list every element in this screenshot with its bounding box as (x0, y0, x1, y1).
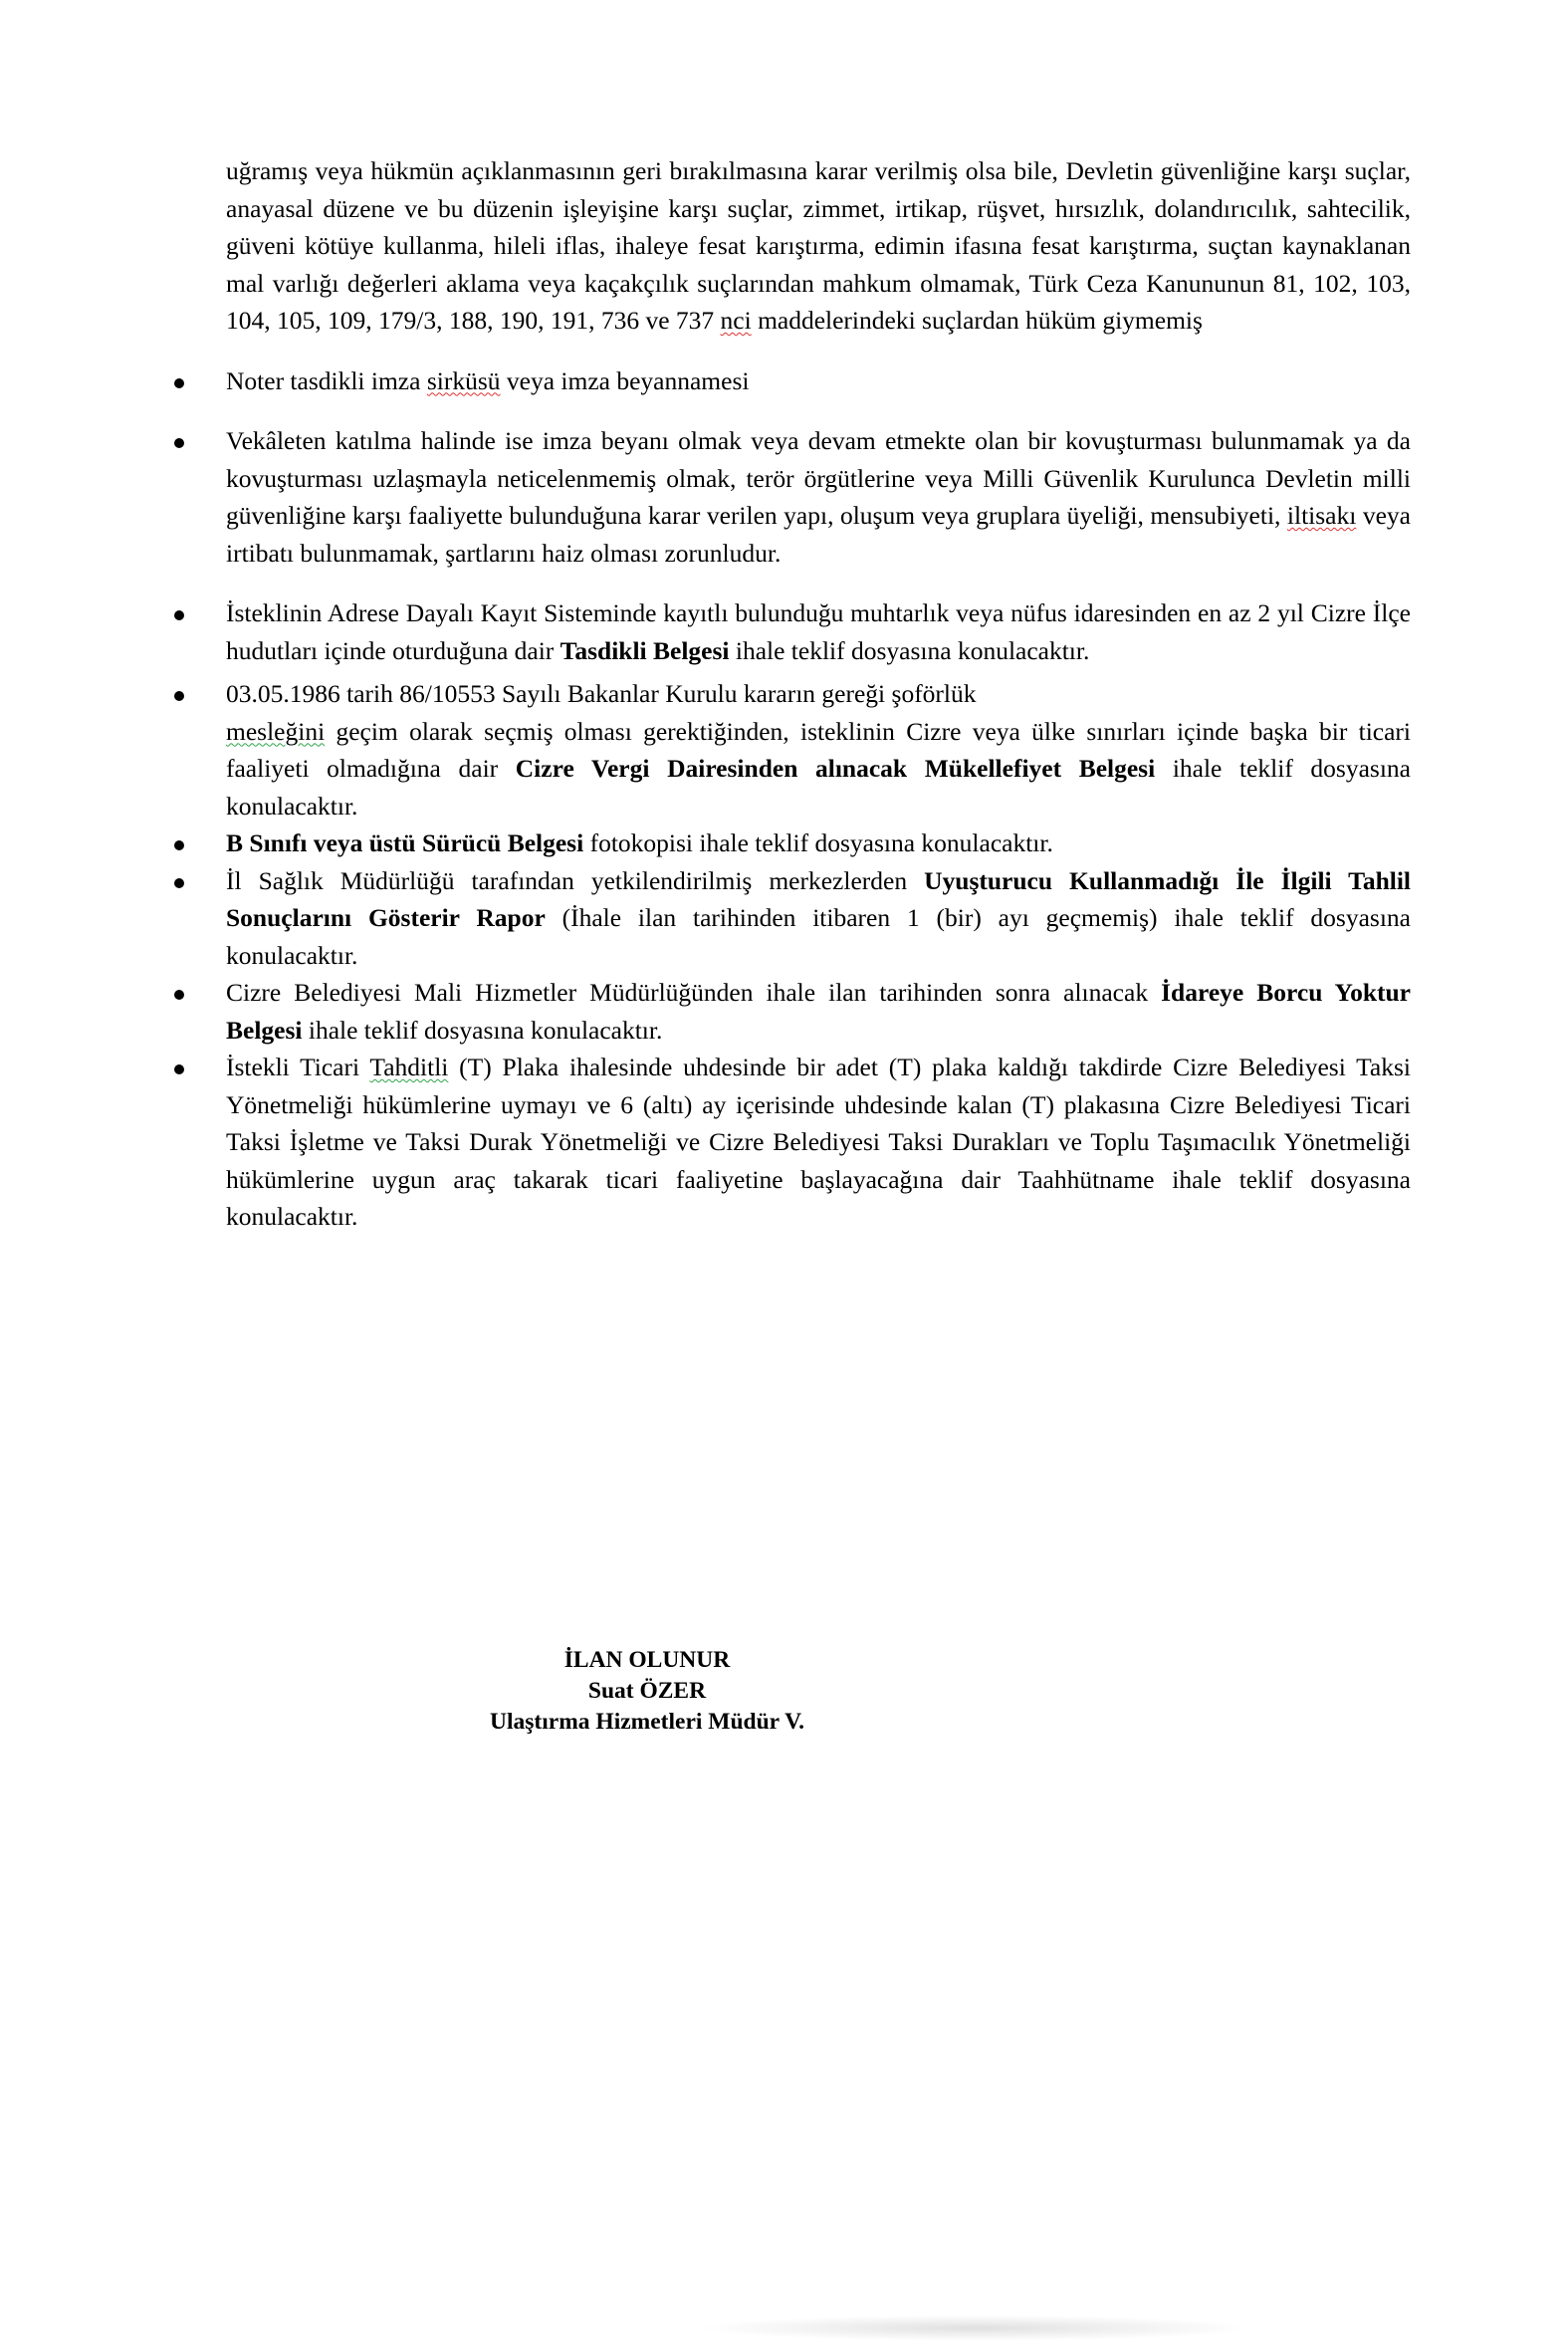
borc-text-end: ihale teklif dosyasına konulacaktır. (302, 1015, 663, 1045)
signature-block (398, 1645, 896, 1738)
plaka-text: İstekli Ticari (226, 1053, 370, 1081)
spellcheck-word: nci (720, 306, 752, 335)
surucu-text: fotokopisi ihale teklif dosyasına konulacaktır. (583, 828, 1053, 857)
surucu-bold: B Sınıfı veya üstü Sürücü Belgesi (226, 828, 584, 857)
noter-text-end: veya imza beyannamesi (500, 365, 750, 395)
intro-paragraph (226, 152, 1411, 340)
list-item-borc (226, 974, 1411, 1049)
bakanlar-continuation (226, 713, 1411, 825)
spellcheck-word: sirküsü (426, 365, 501, 395)
plaka-text-end: (T) Plaka ihalesinde uhdesinde bir adet (T) plaka kaldığı takdirde Cizre Belediyesi Taksi Yönetmeliği hükümlerine uymayı ve 6 (altı) ay içerisinde uhdesinde kalan (T) plakasına Cizre Belediyesi Ticari Taksi İşletme ve Taksi Durak Yönetmeliği ve Cizre Belediyesi Taksi Durakları ve Toplu Taşımacılık Yönetmeliği hükümlerine uygun araç takarak ticari faaliyetine başlayacağına dair Taahhütname ihale teklif dosyasına konulacaktır. (226, 1053, 1411, 1231)
signatory-title: Ulaştırma Hizmetleri Müdür V. (490, 1709, 804, 1735)
borc-text: Cizre Belediyesi Mali Hizmetler Müdürlüğünden ihale ilan tarihinden sonra alınacak (226, 978, 1162, 1007)
list-item-ikamet (226, 594, 1411, 669)
list-item-noter (226, 362, 1411, 400)
document-body (226, 152, 1411, 1236)
list-item-surucu (226, 824, 1411, 862)
vekalet-text-end: veya irtibatı bulunmamak, şartlarını haiz olması zorunludur. (226, 501, 1411, 568)
saglik-text-end: (İhale ilan tarihinden itibaren 1 (bir) ayı geçmemiş) ihale teklif dosyasına konulacaktır. (226, 903, 1411, 970)
bakanlar-first-line: 03.05.1986 tarih 86/10553 Sayılı Bakanlar Kurulu kararın gereği şoförlük (226, 679, 977, 708)
intro-text: uğramış veya hükmün açıklanmasının geri bırakılmasına karar verilmiş olsa bile, Devletin güvenliğine karşı suçlar, anayasal düzene ve bu düzenin işleyişine karşı suçlar, zimmet, irtikap, rüşvet, hırsızlık, dolandırıcılık, sahtecilik, güveni kötüye kullanma, hileli iflas, ihaleye fesat karıştırma, edimin ifasına fesat karıştırma, suçtan kaynaklanan mal varlığı değerleri aklama veya kaçakçılık suçlarından mahkum olmamak, Türk Ceza Kanununun 81, 102, 103, 104, 105, 109, 179/3, 188, 190, 191, 736 ve 737 (226, 156, 1411, 335)
ikamet-text-end: ihale teklif dosyasına konulacaktır. (729, 635, 1090, 665)
saglik-bold: Uyuşturucu Kullanmadığı İle İlgili Tahlil Sonuçlarını Gösterir Rapor (226, 865, 1412, 932)
signatory-name: Suat ÖZER (587, 1678, 707, 1704)
spellcheck-word: Tahditli (369, 1053, 449, 1081)
ikamet-text: İsteklinin Adrese Dayalı Kayıt Sisteminde kayıtlı bulunduğu muhtarlık veya nüfus idaresinden en az 2 yıl Cizre İlçe hudutları içinde oturduğuna dair (226, 598, 1411, 665)
intro-text-end: maddelerindeki suçlardan hüküm giymemiş (751, 306, 1203, 335)
list-item-plaka (226, 1049, 1411, 1236)
list-item-saglik (226, 862, 1411, 975)
bakanlar-text: geçim olarak seçmiş olması gerektiğinden, isteklinin Cizre veya ülke sınırları içinde başka bir ticari faaliyeti olmadığına dair (226, 716, 1411, 783)
announcement-closing: İLAN OLUNUR (563, 1647, 731, 1673)
borc-bold: İdareye Borcu Yoktur Belgesi (226, 978, 1411, 1045)
list-item-bakanlar (226, 675, 1411, 713)
saglik-text: İl Sağlık Müdürlüğü tarafından yetkilendirilmiş merkezlerden (226, 865, 925, 895)
vekalet-text: Vekâleten katılma halinde ise imza beyanı olmak veya devam etmekte olan bir kovuşturması bulunmamak ya da kovuşturması uzlaşmayla neticelenmemiş olmak, terör örgütlerine veya Milli Güvenlik Kurulunca Devletin milli güvenliğine karşı faaliyette bulunduğuna karar verilen yapı, oluşum veya gruplara üyeliği, mensubiyeti, (226, 426, 1411, 530)
ikamet-bold: Tasdikli Belgesi (560, 635, 730, 665)
bakanlar-bold: Cizre Vergi Dairesinden alınacak Mükellefiyet Belgesi (515, 754, 1156, 783)
list-item-vekalet (226, 422, 1411, 572)
spellcheck-word: mesleğini (226, 716, 326, 746)
scan-shadow (697, 2315, 1254, 2341)
bakanlar-text-end: ihale teklif dosyasına konulacaktır. (226, 754, 1411, 821)
spellcheck-word: iltisakı (1286, 501, 1357, 530)
noter-text: Noter tasdikli imza (226, 365, 427, 395)
